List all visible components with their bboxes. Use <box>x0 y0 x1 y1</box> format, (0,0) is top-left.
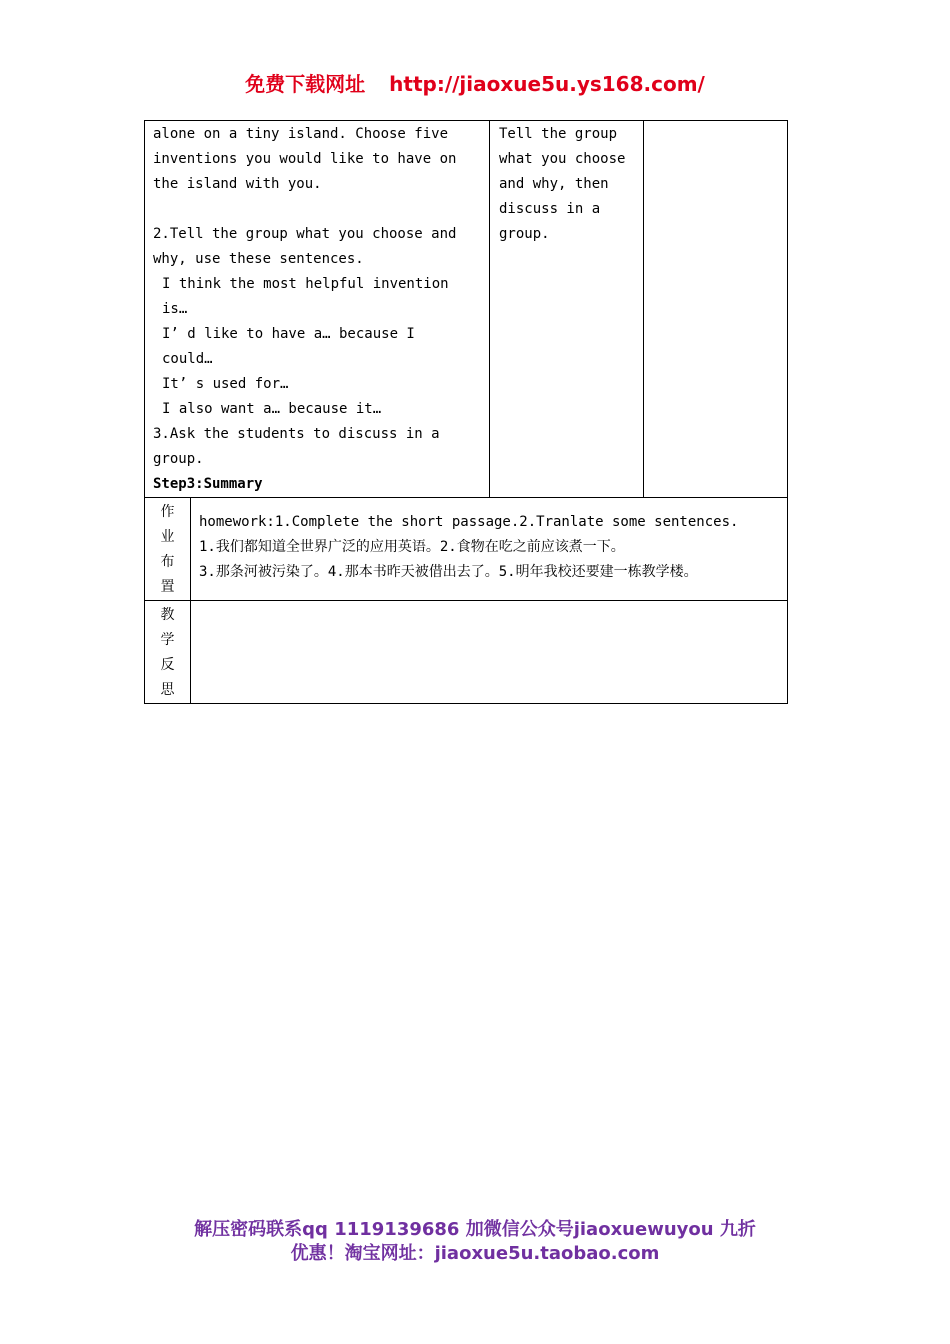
sentence-pattern-line: I also want a… because it… <box>162 401 382 417</box>
sentence-pattern-line: It’ s used for… <box>162 376 289 392</box>
step-text-line: the island with you. <box>153 176 322 192</box>
step-text-line: group. <box>153 451 204 467</box>
sentence-pattern-line: I’ d like to have a… because I <box>162 326 415 342</box>
header-label: 免费下载网址 <box>245 72 366 96</box>
homework-line: homework:1.Complete the short passage.2.Tranlate some sentences. <box>199 514 739 530</box>
sentence-pattern-line: I think the most helpful invention <box>162 276 449 292</box>
sentence-pattern-line: is… <box>162 301 188 317</box>
notes-cell <box>644 121 788 498</box>
step-text-line: 3.Ask the students to discuss in a <box>153 426 440 442</box>
homework-label-char: 作 <box>160 504 175 520</box>
homework-label-cell <box>145 498 191 601</box>
step-text-line <box>153 197 483 222</box>
student-activity-line: and why, then <box>499 176 609 192</box>
student-activity-line: group. <box>499 226 550 242</box>
step-text-line: alone on a tiny island. Choose five <box>153 126 449 142</box>
step-text-line: why, use these sentences. <box>153 251 364 267</box>
homework-label-char: 置 <box>160 579 175 595</box>
homework-line: 3.那条河被污染了。4.那本书昨天被借出去了。5.明年我校还要建一栋教学楼。 <box>199 564 698 580</box>
sentence-pattern-line: could… <box>162 351 213 367</box>
homework-content-cell <box>191 498 788 601</box>
homework-row <box>145 498 788 601</box>
lesson-plan-table <box>144 120 788 704</box>
homework-line: 1.我们都知道全世界广泛的应用英语。2.食物在吃之前应该煮一下。 <box>199 539 625 555</box>
step3-summary-heading: Step3:Summary <box>153 476 263 492</box>
student-activity-cell <box>490 121 644 498</box>
contact-footer <box>0 1218 950 1266</box>
activity-steps-cell <box>145 121 490 498</box>
step-text-line: inventions you would like to have on <box>153 151 457 167</box>
student-activity-line: Tell the group <box>499 126 618 142</box>
download-header <box>0 68 950 97</box>
reflection-label-char: 教 <box>160 607 175 623</box>
reflection-label-char: 反 <box>160 657 175 673</box>
step-text-line: 2.Tell the group what you choose and <box>153 226 457 242</box>
reflection-label-char: 学 <box>160 632 175 648</box>
header-url-link[interactable]: http://jiaoxue5u.ys168.com/ <box>389 72 705 96</box>
reflection-label-cell <box>145 601 191 704</box>
reflection-label-char: 思 <box>160 682 175 698</box>
activity-row <box>145 121 788 498</box>
student-activity-line: what you choose <box>499 151 626 167</box>
reflection-row <box>145 601 788 704</box>
student-activity-line: discuss in a <box>499 201 601 217</box>
homework-label-char: 布 <box>160 554 175 570</box>
footer-line-2: 优惠！淘宝网址：jiaoxue5u.taobao.com <box>290 1243 660 1264</box>
reflection-content-cell <box>191 601 788 704</box>
footer-line-1: 解压密码联系qq 1119139686 加微信公众号jiaoxuewuyou 九折 <box>194 1219 756 1240</box>
homework-label-char: 业 <box>160 529 175 545</box>
